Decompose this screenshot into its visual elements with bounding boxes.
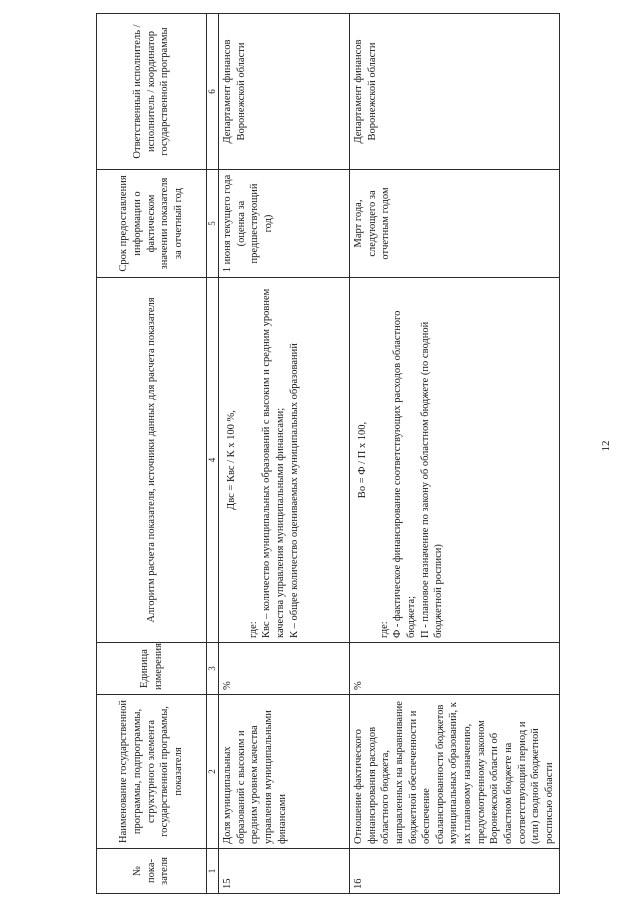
rotated-sheet — [96, 14, 555, 894]
deadline-cell: Март года, следующего за отчетным годом — [350, 170, 560, 278]
column-number-1: 1 — [207, 849, 219, 894]
unit-cell: % — [219, 643, 350, 695]
responsible-cell: Департамент финансов Воронежской области — [219, 14, 350, 170]
unit-cell: % — [350, 643, 560, 695]
column-number-row — [207, 14, 219, 894]
definition: Квс – количество муниципальных образований с высоким и средним уровнем качества управления муниципальными финансами; — [261, 288, 286, 638]
row-number: 15 — [219, 849, 350, 894]
row-number: 16 — [350, 849, 560, 894]
header-cell-responsible: Ответственный исполнитель / исполнитель / координатор государственной программы — [97, 14, 207, 170]
header-cell-name: Наименование государственной программы, подпрограммы, структурного элемента государственной программы, показателя — [97, 695, 207, 849]
header-cell-algorithm: Алгоритм расчета показателя, источники данных для расчета показателя — [97, 278, 207, 643]
indicator-name: Доля муниципальных образований с высоким и средним уровнем качества управления муниципальными финансами — [219, 695, 350, 849]
table-row — [350, 14, 560, 894]
column-number-5: 5 — [207, 170, 219, 278]
table-frame — [96, 14, 555, 894]
header-cell-deadline: Срок предоставления информации о фактическом значении показателя за отчетный год — [97, 170, 207, 278]
column-number-6: 6 — [207, 14, 219, 170]
algorithm-cell — [219, 278, 350, 643]
where-label: где: — [378, 621, 390, 638]
column-number-2: 2 — [207, 695, 219, 849]
indicator-table — [96, 13, 560, 894]
definition: П - плановое назначение по закону об областном бюджете (по сводной бюджетной росписи) — [419, 321, 445, 638]
header-cell-number: № пока-зателя — [97, 849, 207, 894]
responsible-cell: Департамент финансов Воронежской области — [350, 14, 560, 170]
column-number-4: 4 — [207, 278, 219, 643]
deadline-cell: 1 июня текущего года (оценка за предшествующий год) — [219, 170, 350, 278]
algorithm-cell — [350, 278, 560, 643]
where-label: где: — [247, 621, 259, 638]
formula: Двс = Квс / К х 100 %, — [226, 410, 237, 510]
table-row — [219, 14, 350, 894]
indicator-name: Отношение фактического финансирования расходов областного бюджета, направленных на выравнивание бюджетной обеспеченности и обеспечение сбалансированности бюджетов муниципальных образований, к их плановому назначению, предусмотренному законом Воронежской области об областном бюджете на соответствующий период и (или) сводной бюджетной росписью области — [350, 695, 560, 849]
header-row — [97, 14, 207, 894]
formula: Во = Ф / П х 100, — [357, 421, 368, 499]
page-number: 12 — [600, 440, 612, 452]
header-cell-unit: Единица измерения — [97, 643, 207, 695]
column-number-3: 3 — [207, 643, 219, 695]
definition: К – общее количество оцениваемых муниципальных образований — [288, 343, 300, 638]
definition: Ф - фактическое финансирование соответствующих расходов областного бюджета; — [392, 310, 417, 638]
